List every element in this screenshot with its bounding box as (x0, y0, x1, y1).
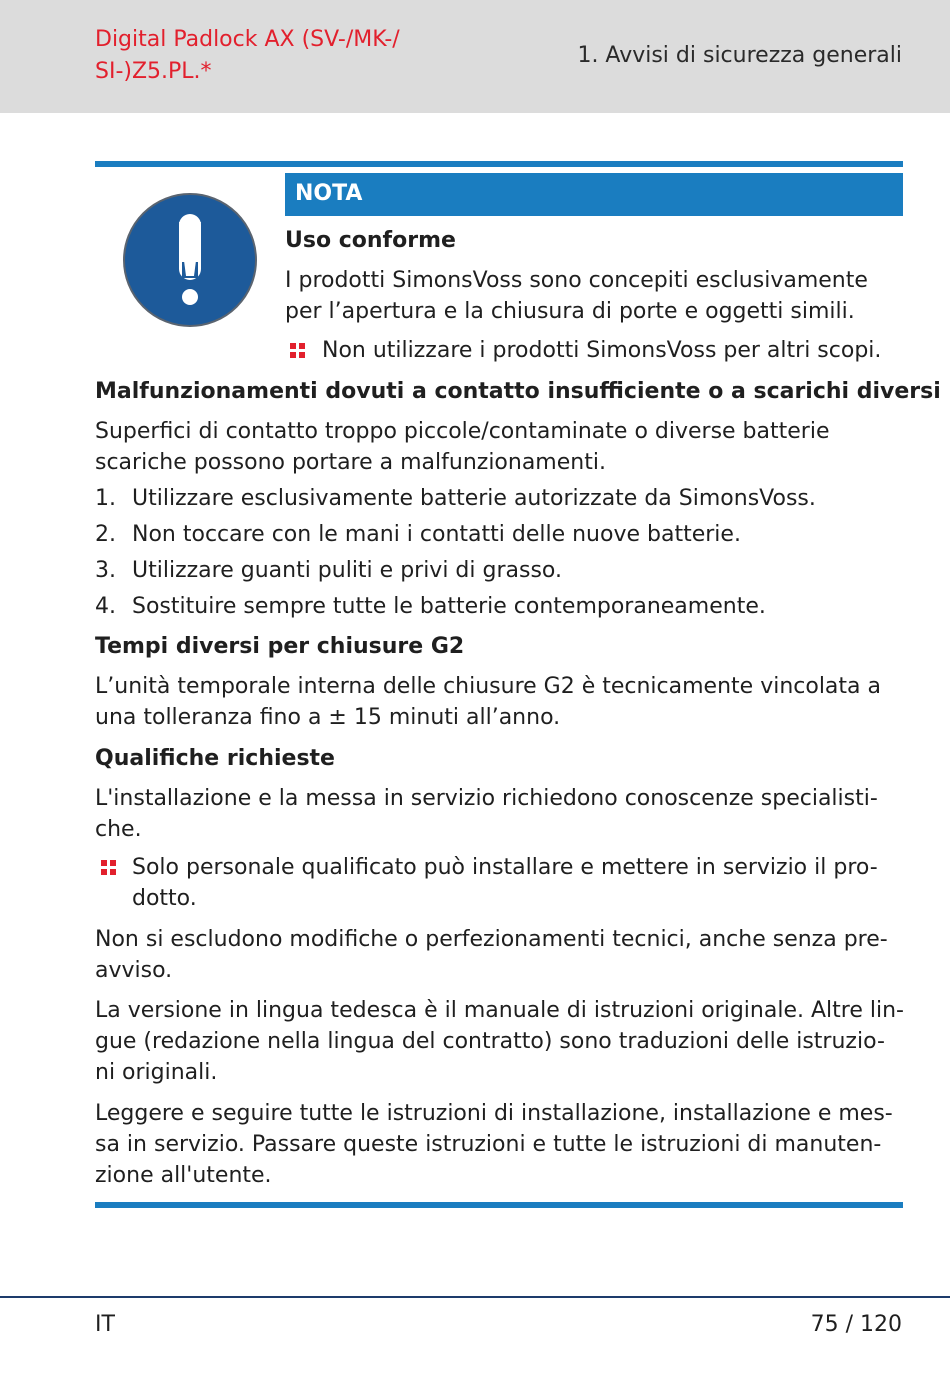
note-body-line2: per l’apertura e la chiusura di porte e oggetti simili. (285, 299, 855, 324)
g2-heading: Tempi diversi per chiusure G2 (95, 634, 465, 659)
paragraph-1-line1: Non si escludono modifiche o perfezionamenti tecnici, anche senza pre- (95, 927, 888, 952)
bullet-icon (101, 860, 117, 876)
note-banner (285, 173, 903, 216)
document-title (95, 24, 475, 88)
paragraph-1-line2: avviso. (95, 958, 173, 983)
step-text: Sostituire sempre tutte le batterie contemporaneamente. (132, 594, 766, 619)
document-title-line1: Digital Padlock AX (SV-/MK-/ (95, 27, 400, 52)
qualifications-body-line2: che. (95, 817, 142, 842)
note-label: NOTA (295, 181, 363, 206)
qualifications-body-line1: L'installazione e la messa in servizio richiedono conoscenze specialisti- (95, 786, 878, 811)
qualifications-bullet-line2: dotto. (132, 886, 197, 911)
paragraph-3-line1: Leggere e seguire tutte le istruzioni di installazione, installazione e mes- (95, 1101, 893, 1126)
section-title: 1. Avvisi di sicurezza generali (577, 43, 902, 68)
exclamation-icon (122, 192, 258, 328)
step-text: Non toccare con le mani i contatti delle nuove batterie. (132, 522, 741, 547)
paragraph-2-line1: La versione in lingua tedesca è il manuale di istruzioni originale. Altre lin- (95, 998, 904, 1023)
g2-body-line1: L’unità temporale interna delle chiusure G2 è tecnicamente vincolata a (95, 674, 881, 699)
page-header (0, 0, 950, 113)
step-text: Utilizzare esclusivamente batterie autorizzate da SimonsVoss. (132, 486, 816, 511)
bottom-divider (95, 1202, 903, 1208)
note-body-line1: I prodotti SimonsVoss sono concepiti esclusivamente (285, 268, 868, 293)
footer-language: IT (95, 1312, 115, 1337)
step-number: 3. (95, 558, 116, 583)
malfunctions-body-line1: Superfici di contatto troppo piccole/contaminate o diverse batterie (95, 419, 830, 444)
document-title-line2: SI-)Z5.PL.* (95, 59, 212, 84)
step-text: Utilizzare guanti puliti e privi di grasso. (132, 558, 562, 583)
paragraph-3-line3: zione all'utente. (95, 1163, 272, 1188)
step-number: 2. (95, 522, 116, 547)
page-number: 75 / 120 (810, 1312, 902, 1337)
footer-divider (0, 1296, 950, 1298)
paragraph-2-line2: gue (redazione nella lingua del contratto) sono traduzioni delle istruzio- (95, 1029, 885, 1054)
bullet-icon (290, 343, 306, 359)
qualifications-heading: Qualifiche richieste (95, 746, 335, 771)
malfunctions-heading: Malfunzionamenti dovuti a contatto insufficiente o a scarichi diversi (95, 379, 941, 404)
note-title: Uso conforme (285, 228, 456, 253)
top-divider (95, 161, 903, 167)
step-number: 4. (95, 594, 116, 619)
step-number: 1. (95, 486, 116, 511)
malfunctions-body-line2: scariche possono portare a malfunzionamenti. (95, 450, 606, 475)
note-bullet: Non utilizzare i prodotti SimonsVoss per altri scopi. (322, 338, 882, 363)
paragraph-3-line2: sa in servizio. Passare queste istruzioni e tutte le istruzioni di manuten- (95, 1132, 882, 1157)
paragraph-2-line3: ni originali. (95, 1060, 218, 1085)
g2-body-line2: una tolleranza fino a ± 15 minuti all’anno. (95, 705, 561, 730)
qualifications-bullet-line1: Solo personale qualificato può installare e mettere in servizio il pro- (132, 855, 878, 880)
